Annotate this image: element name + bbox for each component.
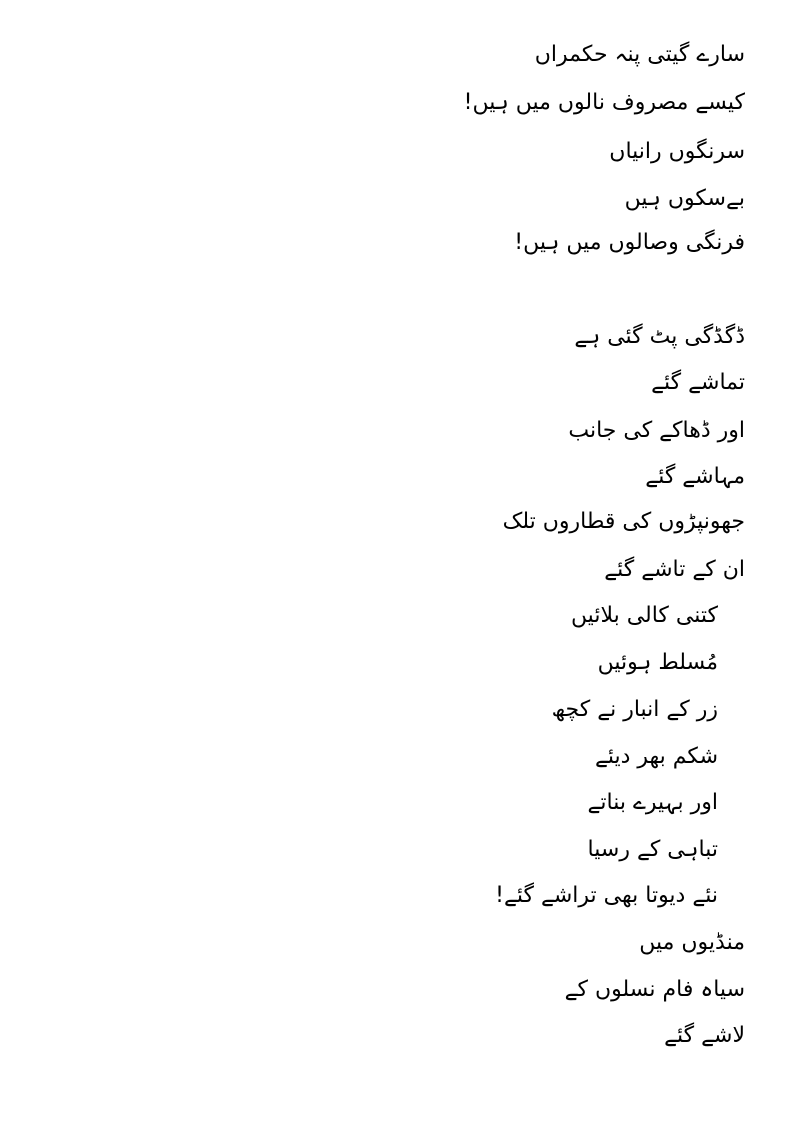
poem-line: تباہی کے رسیا (587, 837, 718, 862)
poem-line: بےسکوں ہیں (624, 186, 745, 211)
poem-line: جھونپڑوں کی قطاروں تلک (502, 509, 745, 534)
poem-line: سرنگوں رانیاں (609, 139, 745, 164)
poem-line: فرنگی وصالوں میں ہیں! (514, 230, 745, 255)
poem-line: کتنی کالی بلائیں (570, 603, 718, 628)
poem-line: لاشے گئے (664, 1023, 745, 1048)
poem-line: نئے دیوتا بھی تراشے گئے! (495, 883, 718, 908)
poem-line: سارے گیتی پنہ حکمراں (534, 42, 745, 67)
poem-line: تماشے گئے (651, 370, 745, 395)
poem-line: اور ڈھاکے کی جانب (568, 418, 745, 443)
poem-line: زر کے انبار نے کچھ (551, 697, 718, 722)
poem-line: منڈیوں میں (639, 930, 745, 955)
poem-line: سیاہ فام نسلوں کے (564, 977, 745, 1002)
poem-line: مُسلط ہوئیں (597, 650, 718, 675)
poem-line: ڈگڈگی پٹ گئی ہے (574, 324, 745, 349)
poem-line: شکم بھر دیئے (594, 744, 718, 769)
poem-line: ان کے تاشے گئے (604, 557, 745, 582)
poem-line: مہاشے گئے (645, 464, 745, 489)
poem-line: اور بہیرے بناتے (587, 790, 718, 815)
poem-line: کیسے مصروف نالوں میں ہیں! (463, 90, 745, 115)
